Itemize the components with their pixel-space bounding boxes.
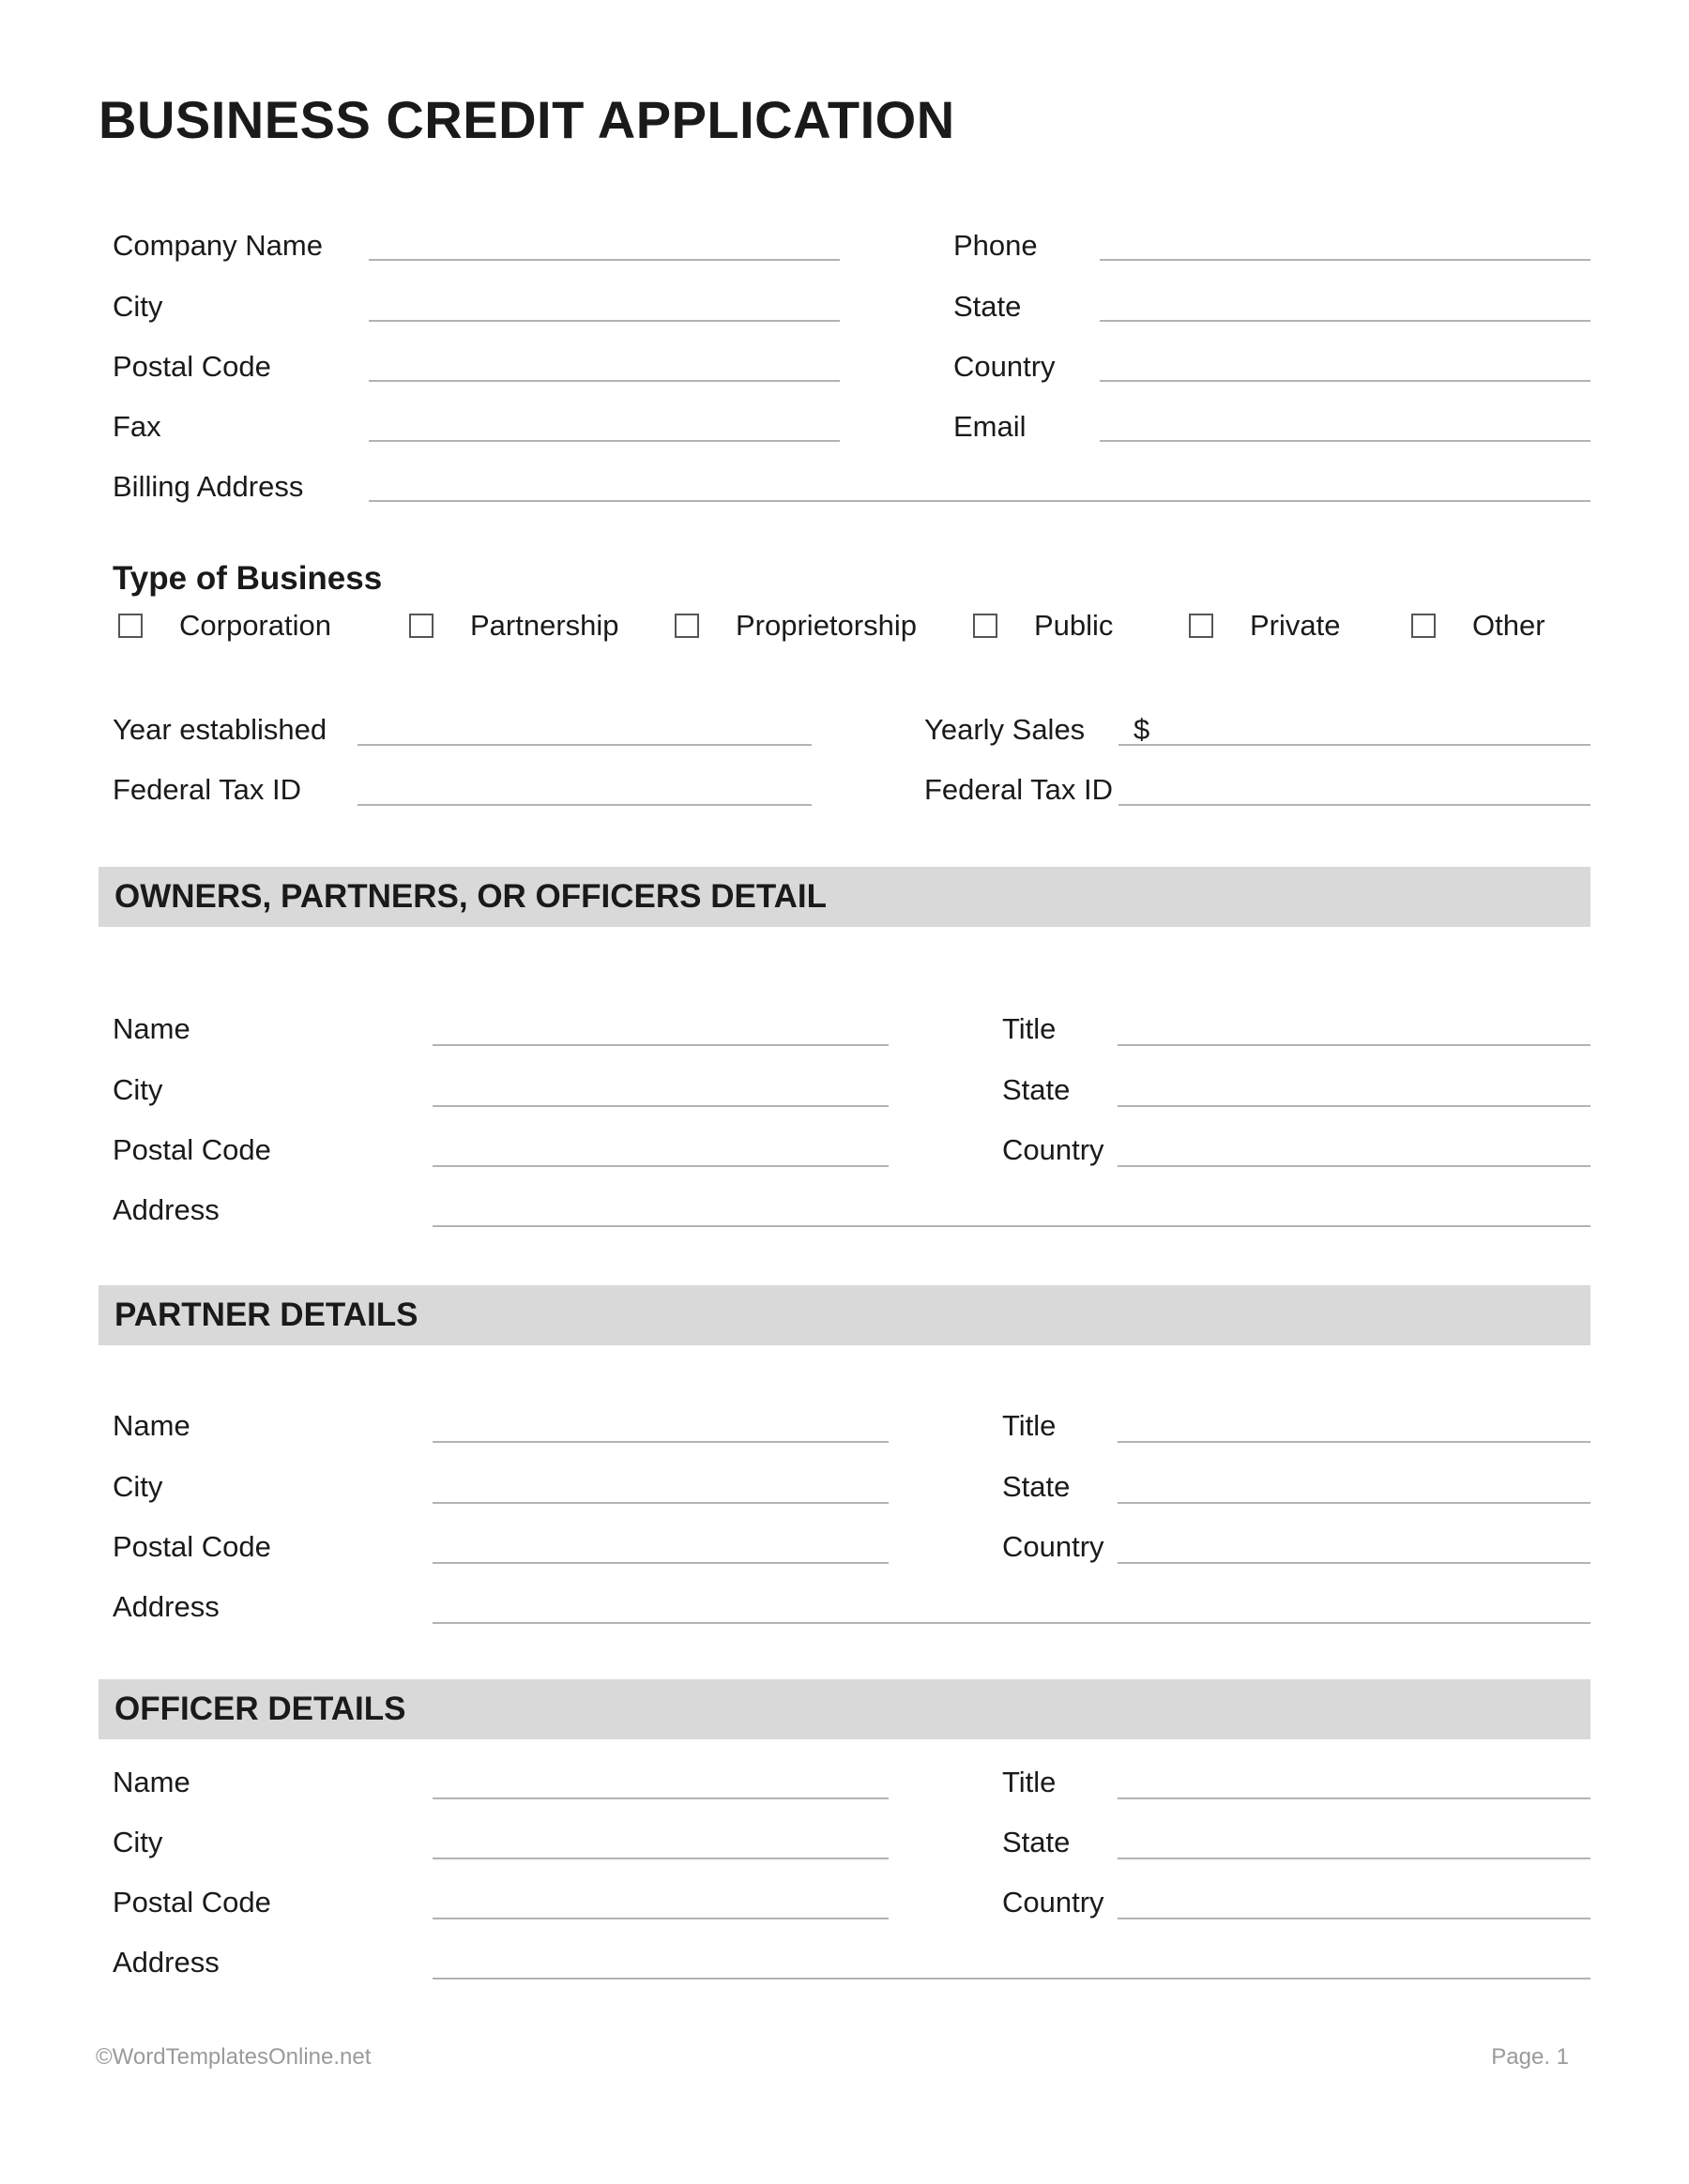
owner-address-label: Address <box>113 1193 220 1226</box>
officer-postal-code-label: Postal Code <box>113 1886 271 1919</box>
partner-state-field[interactable] <box>1118 1502 1590 1504</box>
officer-state-label: State <box>1002 1826 1071 1858</box>
federal-tax-id-field[interactable] <box>358 804 812 806</box>
federal-tax-id-label: Federal Tax ID <box>113 773 302 806</box>
partner-address-field[interactable] <box>433 1622 1590 1624</box>
type-of-business-heading: Type of Business <box>113 560 383 597</box>
owner-name-field[interactable] <box>433 1044 889 1046</box>
private-checkbox[interactable] <box>1189 614 1213 638</box>
owner-country-label: Country <box>1002 1133 1104 1166</box>
partner-postal-code-field[interactable] <box>433 1562 889 1564</box>
officer-country-label: Country <box>1002 1886 1104 1919</box>
company-name-field[interactable] <box>369 259 840 261</box>
state-field[interactable] <box>1100 320 1590 322</box>
other-label: Other <box>1472 609 1545 642</box>
corporation-checkbox[interactable] <box>118 614 143 638</box>
officer-address-label: Address <box>113 1946 220 1979</box>
city-label: City <box>113 290 163 323</box>
owners-section-header <box>99 867 1590 927</box>
owner-postal-code-label: Postal Code <box>113 1133 271 1166</box>
public-label: Public <box>1034 609 1114 642</box>
company-name-label: Company Name <box>113 229 323 262</box>
other-checkbox[interactable] <box>1411 614 1436 638</box>
owner-state-label: State <box>1002 1073 1071 1106</box>
owner-city-field[interactable] <box>433 1105 889 1107</box>
billing-address-field[interactable] <box>369 500 1590 502</box>
country-label: Country <box>953 350 1056 383</box>
partner-title-field[interactable] <box>1118 1441 1590 1443</box>
postal-code-label: Postal Code <box>113 350 271 383</box>
fax-field[interactable] <box>369 440 840 442</box>
officer-country-field[interactable] <box>1118 1918 1590 1919</box>
partner-section-title: PARTNER DETAILS <box>114 1297 418 1333</box>
federal-tax-id-label-2: Federal Tax ID <box>924 773 1114 806</box>
owner-city-label: City <box>113 1073 163 1106</box>
partner-name-label: Name <box>113 1409 190 1442</box>
city-field[interactable] <box>369 320 840 322</box>
owner-postal-code-field[interactable] <box>433 1165 889 1167</box>
partner-address-label: Address <box>113 1590 220 1623</box>
officer-section-header <box>99 1679 1590 1739</box>
partnership-checkbox[interactable] <box>409 614 434 638</box>
partnership-label: Partnership <box>470 609 619 642</box>
state-label: State <box>953 290 1022 323</box>
officer-address-field[interactable] <box>433 1978 1590 1979</box>
year-established-field[interactable] <box>358 744 812 746</box>
fax-label: Fax <box>113 410 161 443</box>
page-number: Page. 1 <box>1491 2044 1569 2070</box>
year-established-label: Year established <box>113 713 327 746</box>
public-checkbox[interactable] <box>973 614 997 638</box>
proprietorship-label: Proprietorship <box>736 609 917 642</box>
proprietorship-checkbox[interactable] <box>675 614 699 638</box>
page-title: BUSINESS CREDIT APPLICATION <box>99 90 955 149</box>
owner-address-field[interactable] <box>433 1225 1590 1227</box>
officer-name-field[interactable] <box>433 1797 889 1799</box>
partner-country-field[interactable] <box>1118 1562 1590 1564</box>
officer-title-field[interactable] <box>1118 1797 1590 1799</box>
private-label: Private <box>1250 609 1341 642</box>
partner-title-label: Title <box>1002 1409 1057 1442</box>
officer-city-label: City <box>113 1826 163 1858</box>
phone-label: Phone <box>953 229 1038 262</box>
email-label: Email <box>953 410 1027 443</box>
owner-country-field[interactable] <box>1118 1165 1590 1167</box>
billing-address-label: Billing Address <box>113 470 304 503</box>
partner-postal-code-label: Postal Code <box>113 1530 271 1563</box>
federal-tax-id-field-2[interactable] <box>1118 804 1590 806</box>
officer-city-field[interactable] <box>433 1858 889 1859</box>
partner-country-label: Country <box>1002 1530 1104 1563</box>
partner-section-header <box>99 1285 1590 1345</box>
owner-name-label: Name <box>113 1012 190 1045</box>
postal-code-field[interactable] <box>369 380 840 382</box>
yearly-sales-field[interactable] <box>1118 744 1590 746</box>
officer-section-title: OFFICER DETAILS <box>114 1691 406 1727</box>
partner-name-field[interactable] <box>433 1441 889 1443</box>
officer-postal-code-field[interactable] <box>433 1918 889 1919</box>
yearly-sales-label: Yearly Sales <box>924 713 1086 746</box>
owner-state-field[interactable] <box>1118 1105 1590 1107</box>
currency-symbol: $ <box>1134 713 1150 746</box>
copyright-footer: ©WordTemplatesOnline.net <box>96 2044 372 2070</box>
partner-city-label: City <box>113 1470 163 1503</box>
email-field[interactable] <box>1100 440 1590 442</box>
owner-title-field[interactable] <box>1118 1044 1590 1046</box>
phone-field[interactable] <box>1100 259 1590 261</box>
owners-section-title: OWNERS, PARTNERS, OR OFFICERS DETAIL <box>114 878 827 915</box>
corporation-label: Corporation <box>179 609 331 642</box>
officer-title-label: Title <box>1002 1766 1057 1798</box>
partner-city-field[interactable] <box>433 1502 889 1504</box>
owner-title-label: Title <box>1002 1012 1057 1045</box>
officer-name-label: Name <box>113 1766 190 1798</box>
partner-state-label: State <box>1002 1470 1071 1503</box>
country-field[interactable] <box>1100 380 1590 382</box>
officer-state-field[interactable] <box>1118 1858 1590 1859</box>
